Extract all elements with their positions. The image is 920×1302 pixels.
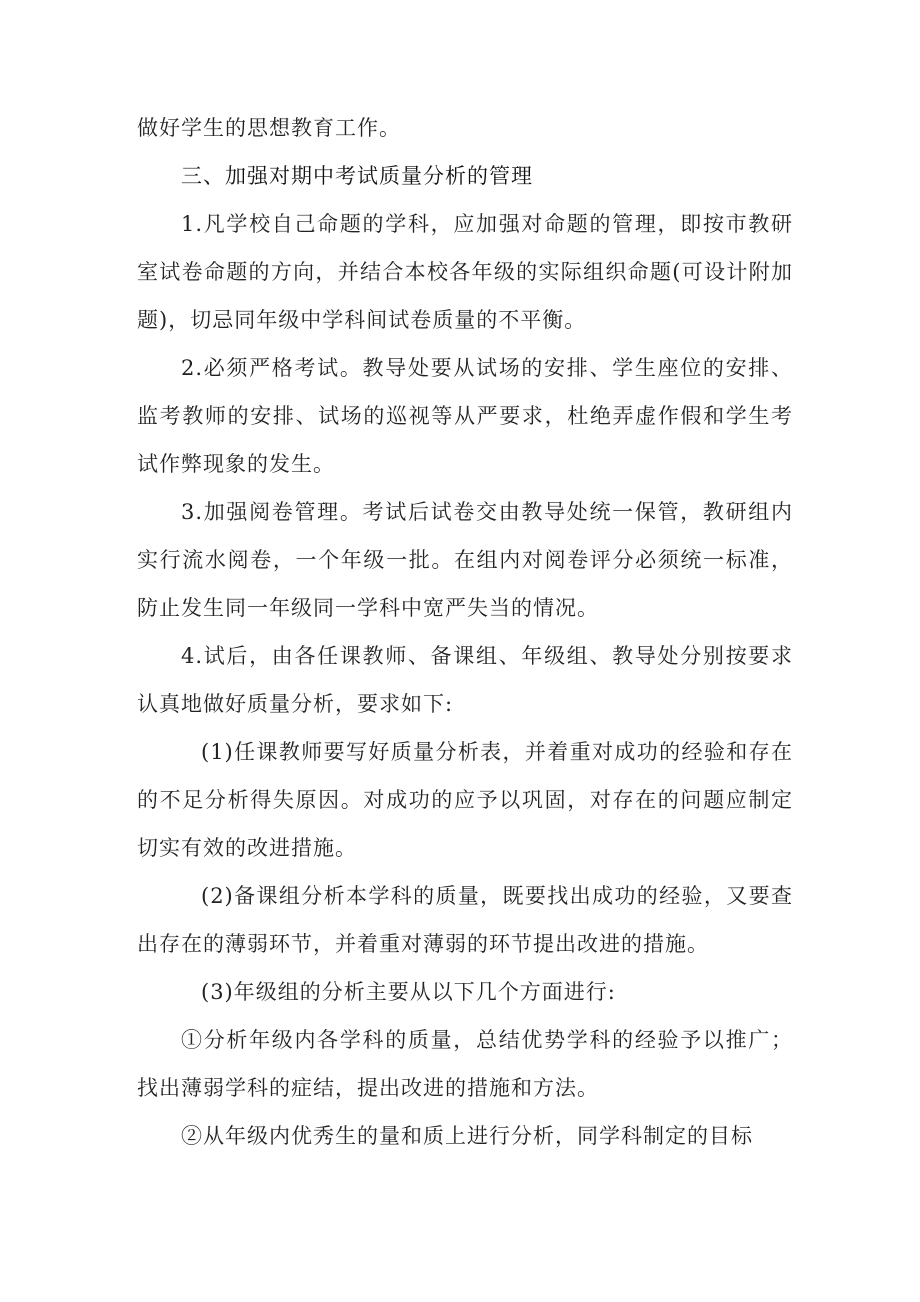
paragraph-continuation: 做好学生的思想教育工作。 <box>137 116 401 140</box>
paragraph-subitem-2: (2)备课组分析本学科的质量，既要找出成功的经验，又要查出存在的薄弱环节，并着重对薄弱的环节提出改进的措施。 <box>137 884 793 956</box>
paragraph-point-1: ①分析年级内各学科的质量，总结优势学科的经验予以推广；找出薄弱学科的症结，提出改进的措施和方法。 <box>137 1028 793 1100</box>
paragraph-item-2: 2.必须严格考试。教导处要从试场的安排、学生座位的安排、监考教师的安排、试场的巡视等从严要求，杜绝弄虚作假和学生考试作弊现象的发生。 <box>137 356 793 476</box>
document-body <box>137 104 793 1160</box>
paragraph-subitem-3: (3)年级组的分析主要从以下几个方面进行: <box>201 980 616 1004</box>
paragraph-subitem-1: (1)任课教师要写好质量分析表，并着重对成功的经验和存在的不足分析得失原因。对成功的应予以巩固，对存在的问题应制定切实有效的改进措施。 <box>137 740 793 860</box>
paragraph-item-1: 1.凡学校自己命题的学科，应加强对命题的管理，即按市教研室试卷命题的方向，并结合本校各年级的实际组织命题(可设计附加题)，切忌同年级中学科间试卷质量的不平衡。 <box>137 212 793 332</box>
section-heading: 三、加强对期中考试质量分析的管理 <box>181 164 533 188</box>
paragraph-point-2: ②从年级内优秀生的量和质上进行分析，同学科制定的目标 <box>181 1124 753 1148</box>
paragraph-item-3: 3.加强阅卷管理。考试后试卷交由教导处统一保管，教研组内实行流水阅卷，一个年级一批。在组内对阅卷评分必须统一标准，防止发生同一年级同一学科中宽严失当的情况。 <box>137 500 793 620</box>
paragraph-item-4: 4.试后，由各任课教师、备课组、年级组、教导处分别按要求认真地做好质量分析，要求如下: <box>137 644 793 716</box>
